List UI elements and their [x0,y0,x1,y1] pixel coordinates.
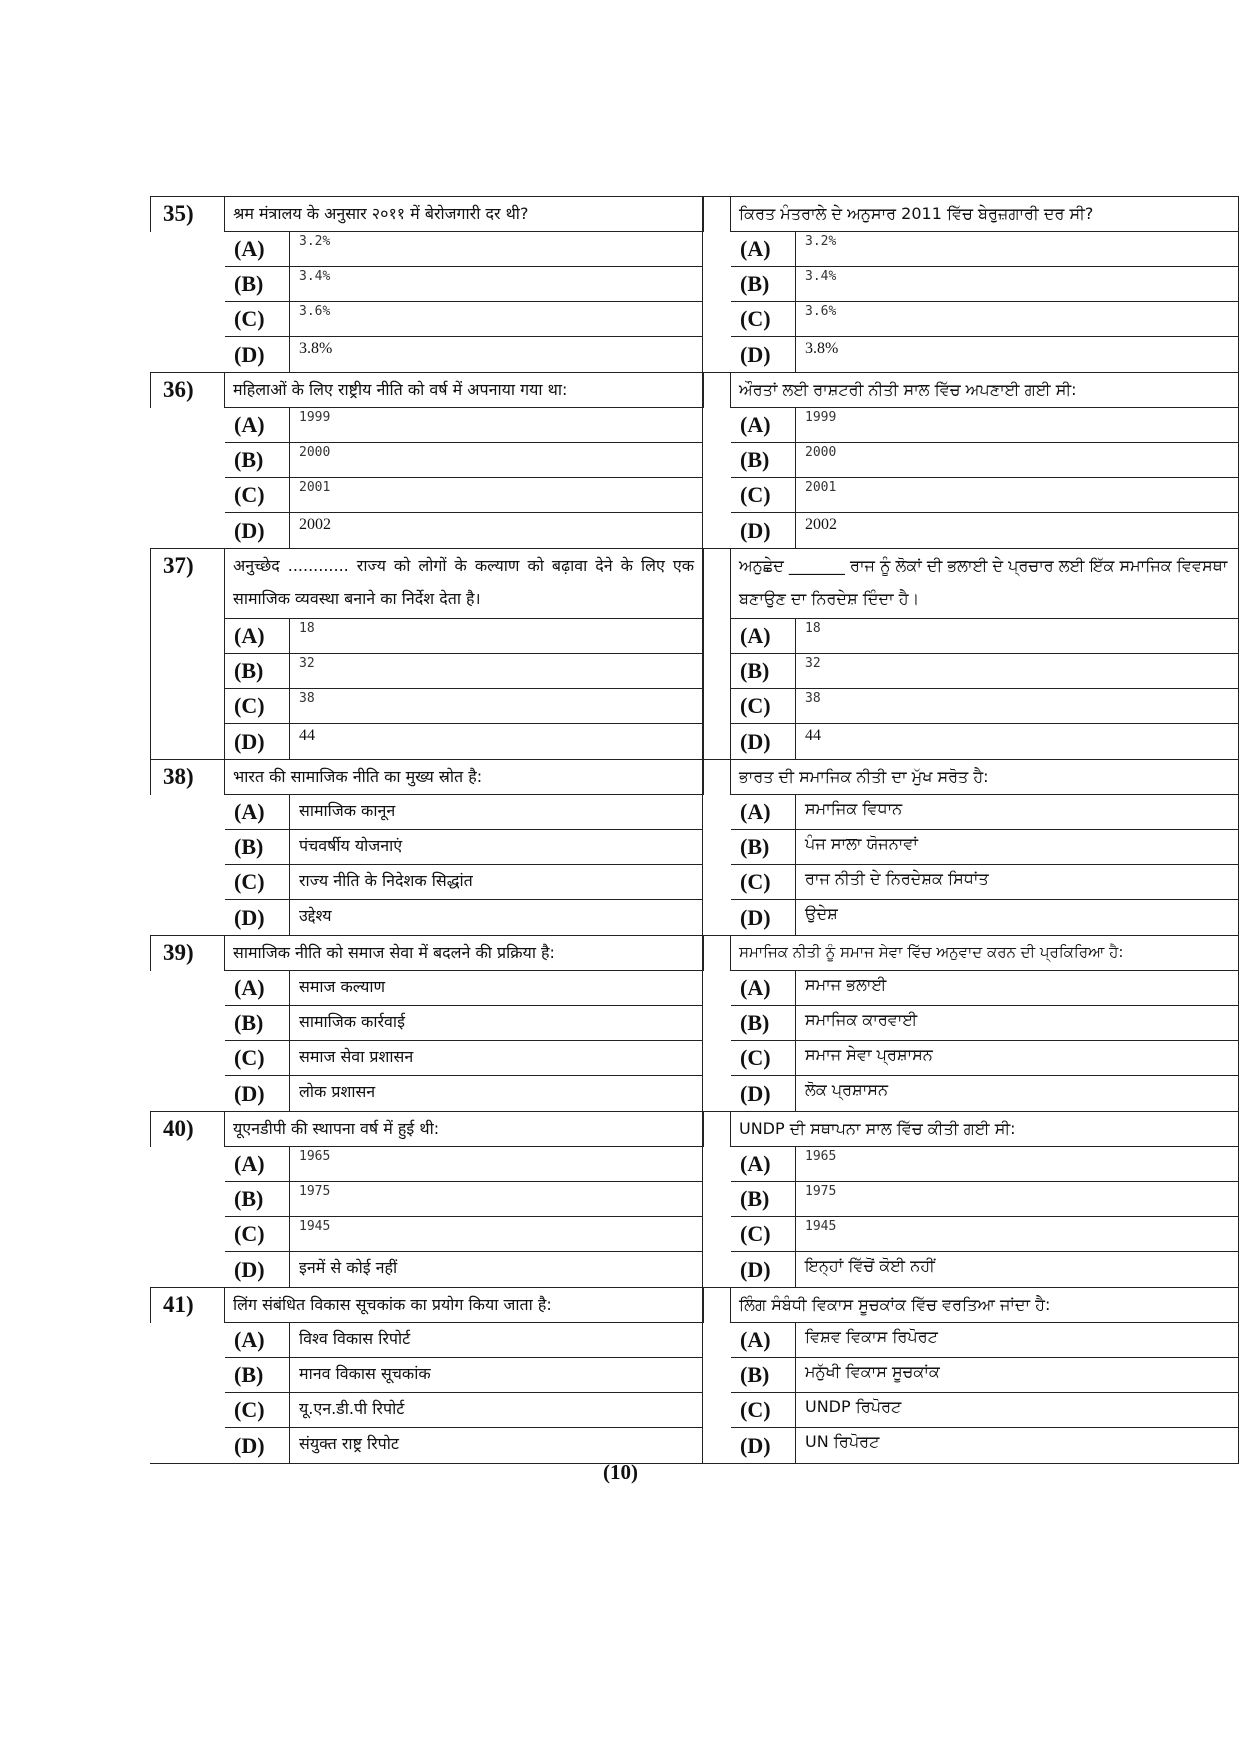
column-separator [703,549,731,759]
option-text-punjabi: ਵਿਸ਼ਵ ਵਿਕਾਸ ਰਿਪੋਰਟ [796,1323,1239,1358]
option-label-hindi: (B) [225,1358,290,1393]
question-number: 37) [150,549,225,759]
question-36 [150,373,1239,549]
option-text-punjabi: UNDP ਰਿਪੋਰਟ [796,1393,1239,1428]
option-label-hindi: (C) [225,302,290,337]
column-separator [703,1288,731,1323]
option-text-hindi: यू.एन.डी.पी रिपोर्ट [290,1393,703,1428]
option-text-hindi: 1975 [290,1182,703,1217]
question-text-hindi: यूएनडीपी की स्थापना वर्ष में हुई थी: [225,1112,703,1147]
question-text-hindi: लिंग संबंधित विकास सूचकांक का प्रयोग किया जाता है: [225,1288,703,1323]
option-label-punjabi: (C) [731,689,796,724]
option-text-punjabi: 3.6% [796,302,1239,337]
option-label-hindi: (B) [225,267,290,302]
option-label-hindi: (D) [225,1428,290,1463]
question-text-punjabi: ਅਨੁਛੇਦ _______ ਰਾਜ ਨੂੰ ਲੋਕਾਂ ਦੀ ਭਲਾਈ ਦੇ ਪ੍ਰਚਾਰ ਲਈ ਇੱਕ ਸਮਾਜਿਕ ਵਿਵਸਥਾ ਬਣਾਉਣ ਦਾ ਨਿਰਦੇਸ਼ ਦਿੰਦਾ ਹੈ। [731,549,1239,619]
option-label-punjabi: (D) [731,337,796,372]
question-text-punjabi: UNDP ਦੀ ਸਥਾਪਨਾ ਸਾਲ ਵਿੱਚ ਕੀਤੀ ਗਈ ਸੀ: [731,1112,1239,1147]
question-number: 41) [150,1288,225,1323]
option-text-punjabi: 2000 [796,443,1239,478]
option-label-hindi: (D) [225,1252,290,1287]
option-label-punjabi: (A) [731,408,796,443]
page-number: (10) [603,1460,638,1484]
option-label-punjabi: (D) [731,1428,796,1463]
option-label-punjabi: (C) [731,1217,796,1252]
question-number: 38) [150,760,225,795]
option-label-punjabi: (B) [731,654,796,689]
option-text-hindi: समाज कल्याण [290,971,703,1006]
option-text-hindi: इनमें से कोई नहीं [290,1252,703,1287]
option-text-punjabi: ਸਮਾਜਿਕ ਕਾਰਵਾਈ [796,1006,1239,1041]
question-text-hindi: महिलाओं के लिए राष्ट्रीय नीति को वर्ष में अपनाया गया था: [225,373,703,408]
option-text-punjabi: 18 [796,619,1239,654]
option-text-hindi: संयुक्त राष्ट्र रिपोट [290,1428,703,1463]
option-label-hindi: (C) [225,1041,290,1076]
option-text-punjabi: 44 [796,724,1239,759]
question-table [150,196,1239,1464]
option-label-punjabi: (C) [731,865,796,900]
option-text-hindi: 3.8% [290,337,703,372]
option-text-hindi: 3.6% [290,302,703,337]
option-label-hindi: (D) [225,900,290,935]
option-text-punjabi: ਸਮਾਜ ਸੇਵਾ ਪ੍ਰਸ਼ਾਸਨ [796,1041,1239,1076]
option-text-hindi: 2000 [290,443,703,478]
option-label-hindi: (A) [225,795,290,830]
option-label-punjabi: (C) [731,1041,796,1076]
option-text-hindi: सामाजिक कार्रवाई [290,1006,703,1041]
column-separator [703,197,731,232]
option-text-hindi: मानव विकास सूचकांक [290,1358,703,1393]
question-41 [150,1288,1239,1464]
option-text-punjabi: ਮਨੁੱਖੀ ਵਿਕਾਸ ਸੂਚਕਾਂਕ [796,1358,1239,1393]
option-text-hindi: 1999 [290,408,703,443]
option-label-hindi: (B) [225,654,290,689]
option-label-punjabi: (D) [731,513,796,548]
option-label-hindi: (A) [225,408,290,443]
column-separator [703,760,731,795]
question-38 [150,760,1239,936]
option-label-hindi: (D) [225,1076,290,1111]
option-text-punjabi: 32 [796,654,1239,689]
option-text-hindi: समाज सेवा प्रशासन [290,1041,703,1076]
option-label-hindi: (D) [225,724,290,759]
option-label-punjabi: (B) [731,1006,796,1041]
option-text-hindi: 2002 [290,513,703,548]
question-37 [150,549,1239,760]
option-text-hindi: राज्य नीति के निदेशक सिद्धांत [290,865,703,900]
option-text-punjabi: ਰਾਜ ਨੀਤੀ ਦੇ ਨਿਰਦੇਸ਼ਕ ਸਿਧਾਂਤ [796,865,1239,900]
option-text-hindi: 1965 [290,1147,703,1182]
option-label-punjabi: (A) [731,971,796,1006]
option-label-hindi: (C) [225,689,290,724]
question-text-hindi: अनुच्छेद ............ राज्य को लोगों के कल्याण को बढ़ावा देने के लिए एक सामाजिक व्यवस्था बनाने का निर्देश देता है। [225,549,703,619]
option-label-punjabi: (D) [731,900,796,935]
option-label-punjabi: (B) [731,830,796,865]
option-label-hindi: (C) [225,865,290,900]
option-label-punjabi: (C) [731,302,796,337]
option-text-punjabi: ਲੋਕ ਪ੍ਰਸ਼ਾਸਨ [796,1076,1239,1111]
option-text-punjabi: ਸਮਾਜ ਭਲਾਈ [796,971,1239,1006]
question-text-punjabi: ਸਮਾਜਿਕ ਨੀਤੀ ਨੂੰ ਸਮਾਜ ਸੇਵਾ ਵਿੱਚ ਅਨੁਵਾਦ ਕਰਨ ਦੀ ਪ੍ਰਕਿਰਿਆ ਹੈ: [731,936,1239,971]
option-text-punjabi: 1945 [796,1217,1239,1252]
question-40 [150,1112,1239,1288]
option-label-punjabi: (B) [731,1358,796,1393]
option-text-punjabi: 2001 [796,478,1239,513]
option-label-hindi: (B) [225,1182,290,1217]
option-label-punjabi: (D) [731,724,796,759]
option-label-hindi: (B) [225,443,290,478]
option-text-hindi: 38 [290,689,703,724]
option-text-hindi: 3.4% [290,267,703,302]
option-text-hindi: लोक प्रशासन [290,1076,703,1111]
option-label-hindi: (D) [225,337,290,372]
option-label-hindi: (A) [225,1147,290,1182]
option-label-hindi: (A) [225,1323,290,1358]
question-text-hindi: श्रम मंत्रालय के अनुसार २०११ में बेरोजगारी दर थी? [225,197,703,232]
option-text-punjabi: ਉਦੇਸ਼ [796,900,1239,935]
question-text-punjabi: ਕਿਰਤ ਮੰਤਰਾਲੇ ਦੇ ਅਨੁਸਾਰ 2011 ਵਿੱਚ ਬੇਰੁਜ਼ਗਾਰੀ ਦਰ ਸੀ? [731,197,1239,232]
option-text-punjabi: 3.4% [796,267,1239,302]
option-text-hindi: 3.2% [290,232,703,267]
question-number: 36) [150,373,225,408]
option-text-hindi: विश्व विकास रिपोर्ट [290,1323,703,1358]
option-label-hindi: (A) [225,232,290,267]
option-text-punjabi: UN ਰਿਪੋਰਟ [796,1428,1239,1463]
option-text-hindi: पंचवर्षीय योजनाएं [290,830,703,865]
option-label-punjabi: (C) [731,478,796,513]
option-text-punjabi: ਪੰਜ ਸਾਲਾ ਯੋਜਨਾਵਾਂ [796,830,1239,865]
option-label-punjabi: (D) [731,1252,796,1287]
question-text-hindi: भारत की सामाजिक नीति का मुख्य स्रोत है: [225,760,703,795]
option-label-hindi: (B) [225,1006,290,1041]
option-label-hindi: (C) [225,1217,290,1252]
question-39 [150,936,1239,1112]
question-text-punjabi: ਭਾਰਤ ਦੀ ਸਮਾਜਿਕ ਨੀਤੀ ਦਾ ਮੁੱਖ ਸਰੋਤ ਹੈ: [731,760,1239,795]
option-text-punjabi: 2002 [796,513,1239,548]
option-text-hindi: 18 [290,619,703,654]
option-label-punjabi: (B) [731,1182,796,1217]
question-text-hindi: सामाजिक नीति को समाज सेवा में बदलने की प्रक्रिया है: [225,936,703,971]
option-label-punjabi: (C) [731,1393,796,1428]
column-separator [703,1112,731,1147]
option-text-punjabi: ਸਮਾਜਿਕ ਵਿਧਾਨ [796,795,1239,830]
option-label-punjabi: (B) [731,267,796,302]
column-separator [703,936,731,971]
option-text-hindi: 32 [290,654,703,689]
option-label-punjabi: (A) [731,1147,796,1182]
option-label-punjabi: (B) [731,443,796,478]
option-text-hindi: 2001 [290,478,703,513]
option-text-hindi: सामाजिक कानून [290,795,703,830]
question-35 [150,197,1239,373]
question-text-punjabi: ਲਿੰਗ ਸੰਬੰਧੀ ਵਿਕਾਸ ਸੂਚਕਾਂਕ ਵਿੱਚ ਵਰਤਿਆ ਜਾਂਦਾ ਹੈ: [731,1288,1239,1323]
option-text-punjabi: 38 [796,689,1239,724]
option-label-hindi: (A) [225,619,290,654]
option-label-punjabi: (A) [731,232,796,267]
option-label-punjabi: (A) [731,1323,796,1358]
option-text-punjabi: 3.8% [796,337,1239,372]
option-label-hindi: (B) [225,830,290,865]
option-label-hindi: (D) [225,513,290,548]
option-label-hindi: (C) [225,478,290,513]
question-number: 39) [150,936,225,971]
option-text-hindi: उद्देश्य [290,900,703,935]
option-label-punjabi: (A) [731,795,796,830]
option-label-punjabi: (D) [731,1076,796,1111]
option-text-punjabi: 1965 [796,1147,1239,1182]
question-text-punjabi: ਔਰਤਾਂ ਲਈ ਰਾਸ਼ਟਰੀ ਨੀਤੀ ਸਾਲ ਵਿੱਚ ਅਪਣਾਈ ਗਈ ਸੀ: [731,373,1239,408]
question-number: 35) [150,197,225,232]
column-separator [703,373,731,408]
option-text-punjabi: 3.2% [796,232,1239,267]
option-text-hindi: 1945 [290,1217,703,1252]
question-number: 40) [150,1112,225,1147]
option-text-punjabi: ਇਨ੍ਹਾਂ ਵਿੱਚੋਂ ਕੋਈ ਨਹੀਂ [796,1252,1239,1287]
option-label-hindi: (A) [225,971,290,1006]
option-text-punjabi: 1975 [796,1182,1239,1217]
option-text-hindi: 44 [290,724,703,759]
option-label-punjabi: (A) [731,619,796,654]
option-label-hindi: (C) [225,1393,290,1428]
option-text-punjabi: 1999 [796,408,1239,443]
